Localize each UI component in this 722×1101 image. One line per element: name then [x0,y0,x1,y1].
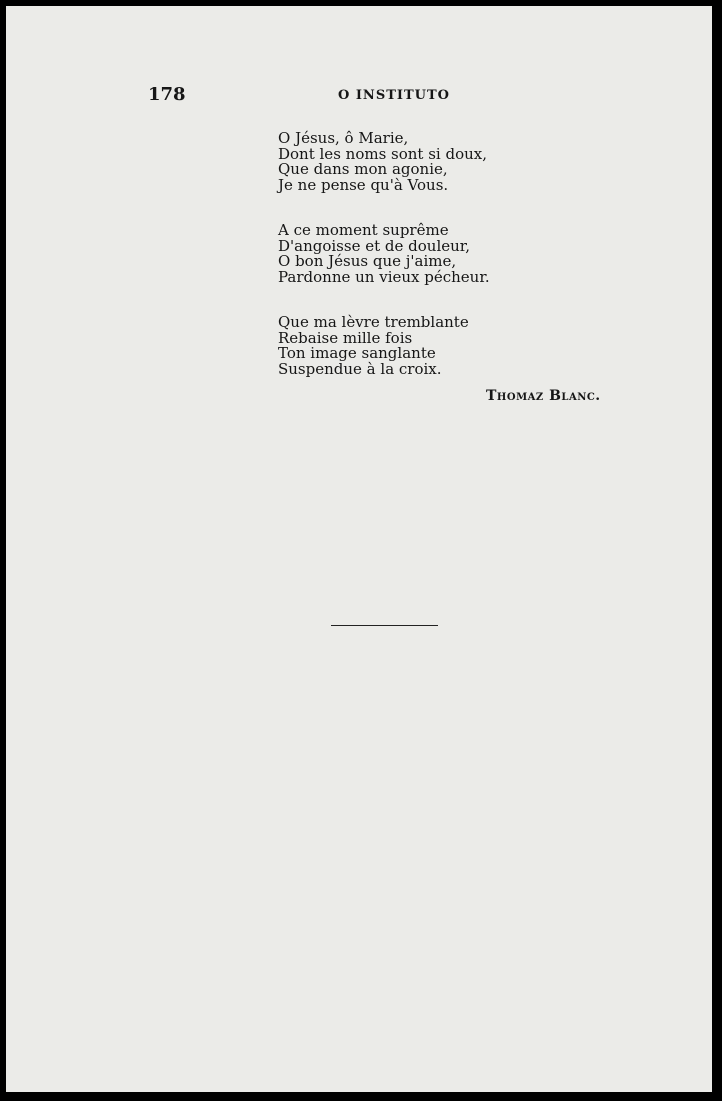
poem-line: D'angoisse et de douleur, [278,236,471,255]
stanza-2 [278,223,608,285]
poem-line: Suspendue à la croix. [278,359,442,378]
poem-line: Pardonne un vieux pécheur. [278,267,490,286]
stanza-1 [278,131,608,193]
poem-line: Que dans mon agonie, [278,160,448,178]
poem-line: Que ma lèvre tremblante [278,313,469,331]
poem-line: Ton image sanglante [278,344,436,362]
poem-line: O bon Jésus que j'aime, [278,252,457,270]
section-divider [331,625,438,626]
poem [278,131,608,407]
poem-line: Dont les noms sont si doux, [278,144,488,163]
poem-line: O Jésus, ô Marie, [278,129,409,147]
poem-line: Je ne pense qu'à Vous. [278,175,449,194]
book-page [6,6,712,1092]
stanza-3 [278,315,608,377]
running-head: O INSTITUTO [338,88,450,103]
poem-line: Rebaise mille fois [278,328,413,347]
poem-line: A ce moment suprême [278,221,449,239]
page-number: 178 [148,84,186,105]
author-signature: Thomaz Blanc. [486,388,601,404]
